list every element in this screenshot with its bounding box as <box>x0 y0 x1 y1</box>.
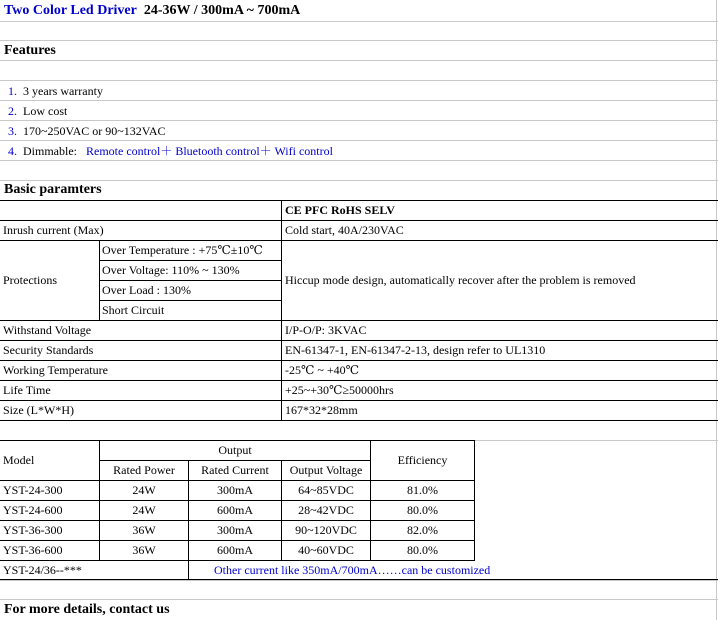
param-value: +25~+30℃≥50000hrs <box>285 383 394 397</box>
feature-number: 2. <box>8 104 17 118</box>
feature-text: Dimmable: <box>23 144 77 158</box>
param-label: Size (L*W*H) <box>3 403 74 417</box>
title-spec: 24-36W / 300mA ~ 700mA <box>143 3 301 18</box>
cell-model: YST-24-600 <box>3 503 63 517</box>
protection-short-circuit: Short Circuit <box>102 303 165 317</box>
feature-item <box>8 121 166 141</box>
cell-voltage: 90~120VDC <box>295 523 357 537</box>
feature-text: Low cost <box>23 104 68 118</box>
param-value: -25℃ ~ +40℃ <box>285 363 360 377</box>
dimming-wifi: Wifi control <box>274 144 333 158</box>
feature-number: 1. <box>8 84 17 98</box>
cell-voltage: 64~85VDC <box>298 483 354 497</box>
cell-current: 300mA <box>217 483 253 497</box>
cell-current: 600mA <box>217 543 253 557</box>
feature-item <box>8 101 67 121</box>
feature-number: 3. <box>8 124 17 138</box>
cell-power: 24W <box>132 503 156 517</box>
param-value: EN-61347-1, EN-61347-2-13, design refer to UL1310 <box>285 343 546 357</box>
cell-power: 24W <box>132 483 156 497</box>
cell-voltage: 40~60VDC <box>298 543 354 557</box>
title-product: Two Color Led Driver <box>4 3 137 18</box>
feature-text: 3 years warranty <box>23 84 103 98</box>
inrush-value: Cold start, 40A/230VAC <box>285 223 404 237</box>
feature-text: 170~250VAC or 90~132VAC <box>23 124 166 138</box>
protection-over-load: Over Load : 130% <box>102 283 191 297</box>
cell-efficiency: 82.0% <box>407 523 438 537</box>
cell-current: 600mA <box>217 503 253 517</box>
param-label: Security Standards <box>3 343 94 357</box>
certifications: CE PFC RoHS SELV <box>285 203 395 217</box>
contact-line: For more details, contact us <box>4 602 170 617</box>
feature-item <box>8 141 333 161</box>
basic-heading: Basic paramters <box>4 182 102 197</box>
feature-item <box>8 81 103 101</box>
header-rated-current: Rated Current <box>201 463 269 477</box>
page-title <box>4 2 300 20</box>
param-value: 167*32*28mm <box>285 403 358 417</box>
header-output-voltage: Output Voltage <box>289 463 363 477</box>
cell-voltage: 28~42VDC <box>298 503 354 517</box>
features-heading: Features <box>4 43 56 58</box>
cell-power: 36W <box>132 523 156 537</box>
param-label: Working Temperature <box>3 363 108 377</box>
header-output: Output <box>218 443 252 457</box>
header-efficiency: Efficiency <box>397 453 448 467</box>
cell-current: 300mA <box>217 523 253 537</box>
header-model: Model <box>3 453 35 467</box>
param-label: Life Time <box>3 383 51 397</box>
cell-power: 36W <box>132 543 156 557</box>
cell-model: YST-24-300 <box>3 483 63 497</box>
cell-model: YST-36-300 <box>3 523 63 537</box>
protections-label: Protections <box>3 273 57 287</box>
cell-efficiency: 80.0% <box>407 543 438 557</box>
protection-over-voltage: Over Voltage: 110% ~ 130% <box>102 263 240 277</box>
cell-efficiency: 81.0% <box>407 483 438 497</box>
dimming-bluetooth: Bluetooth control＋ <box>175 144 272 158</box>
feature-number: 4. <box>8 144 17 158</box>
custom-model: YST-24/36--*** <box>3 563 82 577</box>
param-value: I/P-O/P: 3KVAC <box>285 323 367 337</box>
cell-efficiency: 80.0% <box>407 503 438 517</box>
custom-note: Other current like 350mA/700mA……can be customized <box>214 563 491 577</box>
inrush-label: Inrush current (Max) <box>3 223 104 237</box>
protection-over-temperature: Over Temperature : +75℃±10℃ <box>102 243 263 257</box>
protections-value: Hiccup mode design, automatically recover after the problem is removed <box>285 273 636 287</box>
param-label: Withstand Voltage <box>3 323 92 337</box>
header-rated-power: Rated Power <box>113 463 175 477</box>
dimming-remote: Remote control＋ <box>86 144 173 158</box>
cell-model: YST-36-600 <box>3 543 63 557</box>
